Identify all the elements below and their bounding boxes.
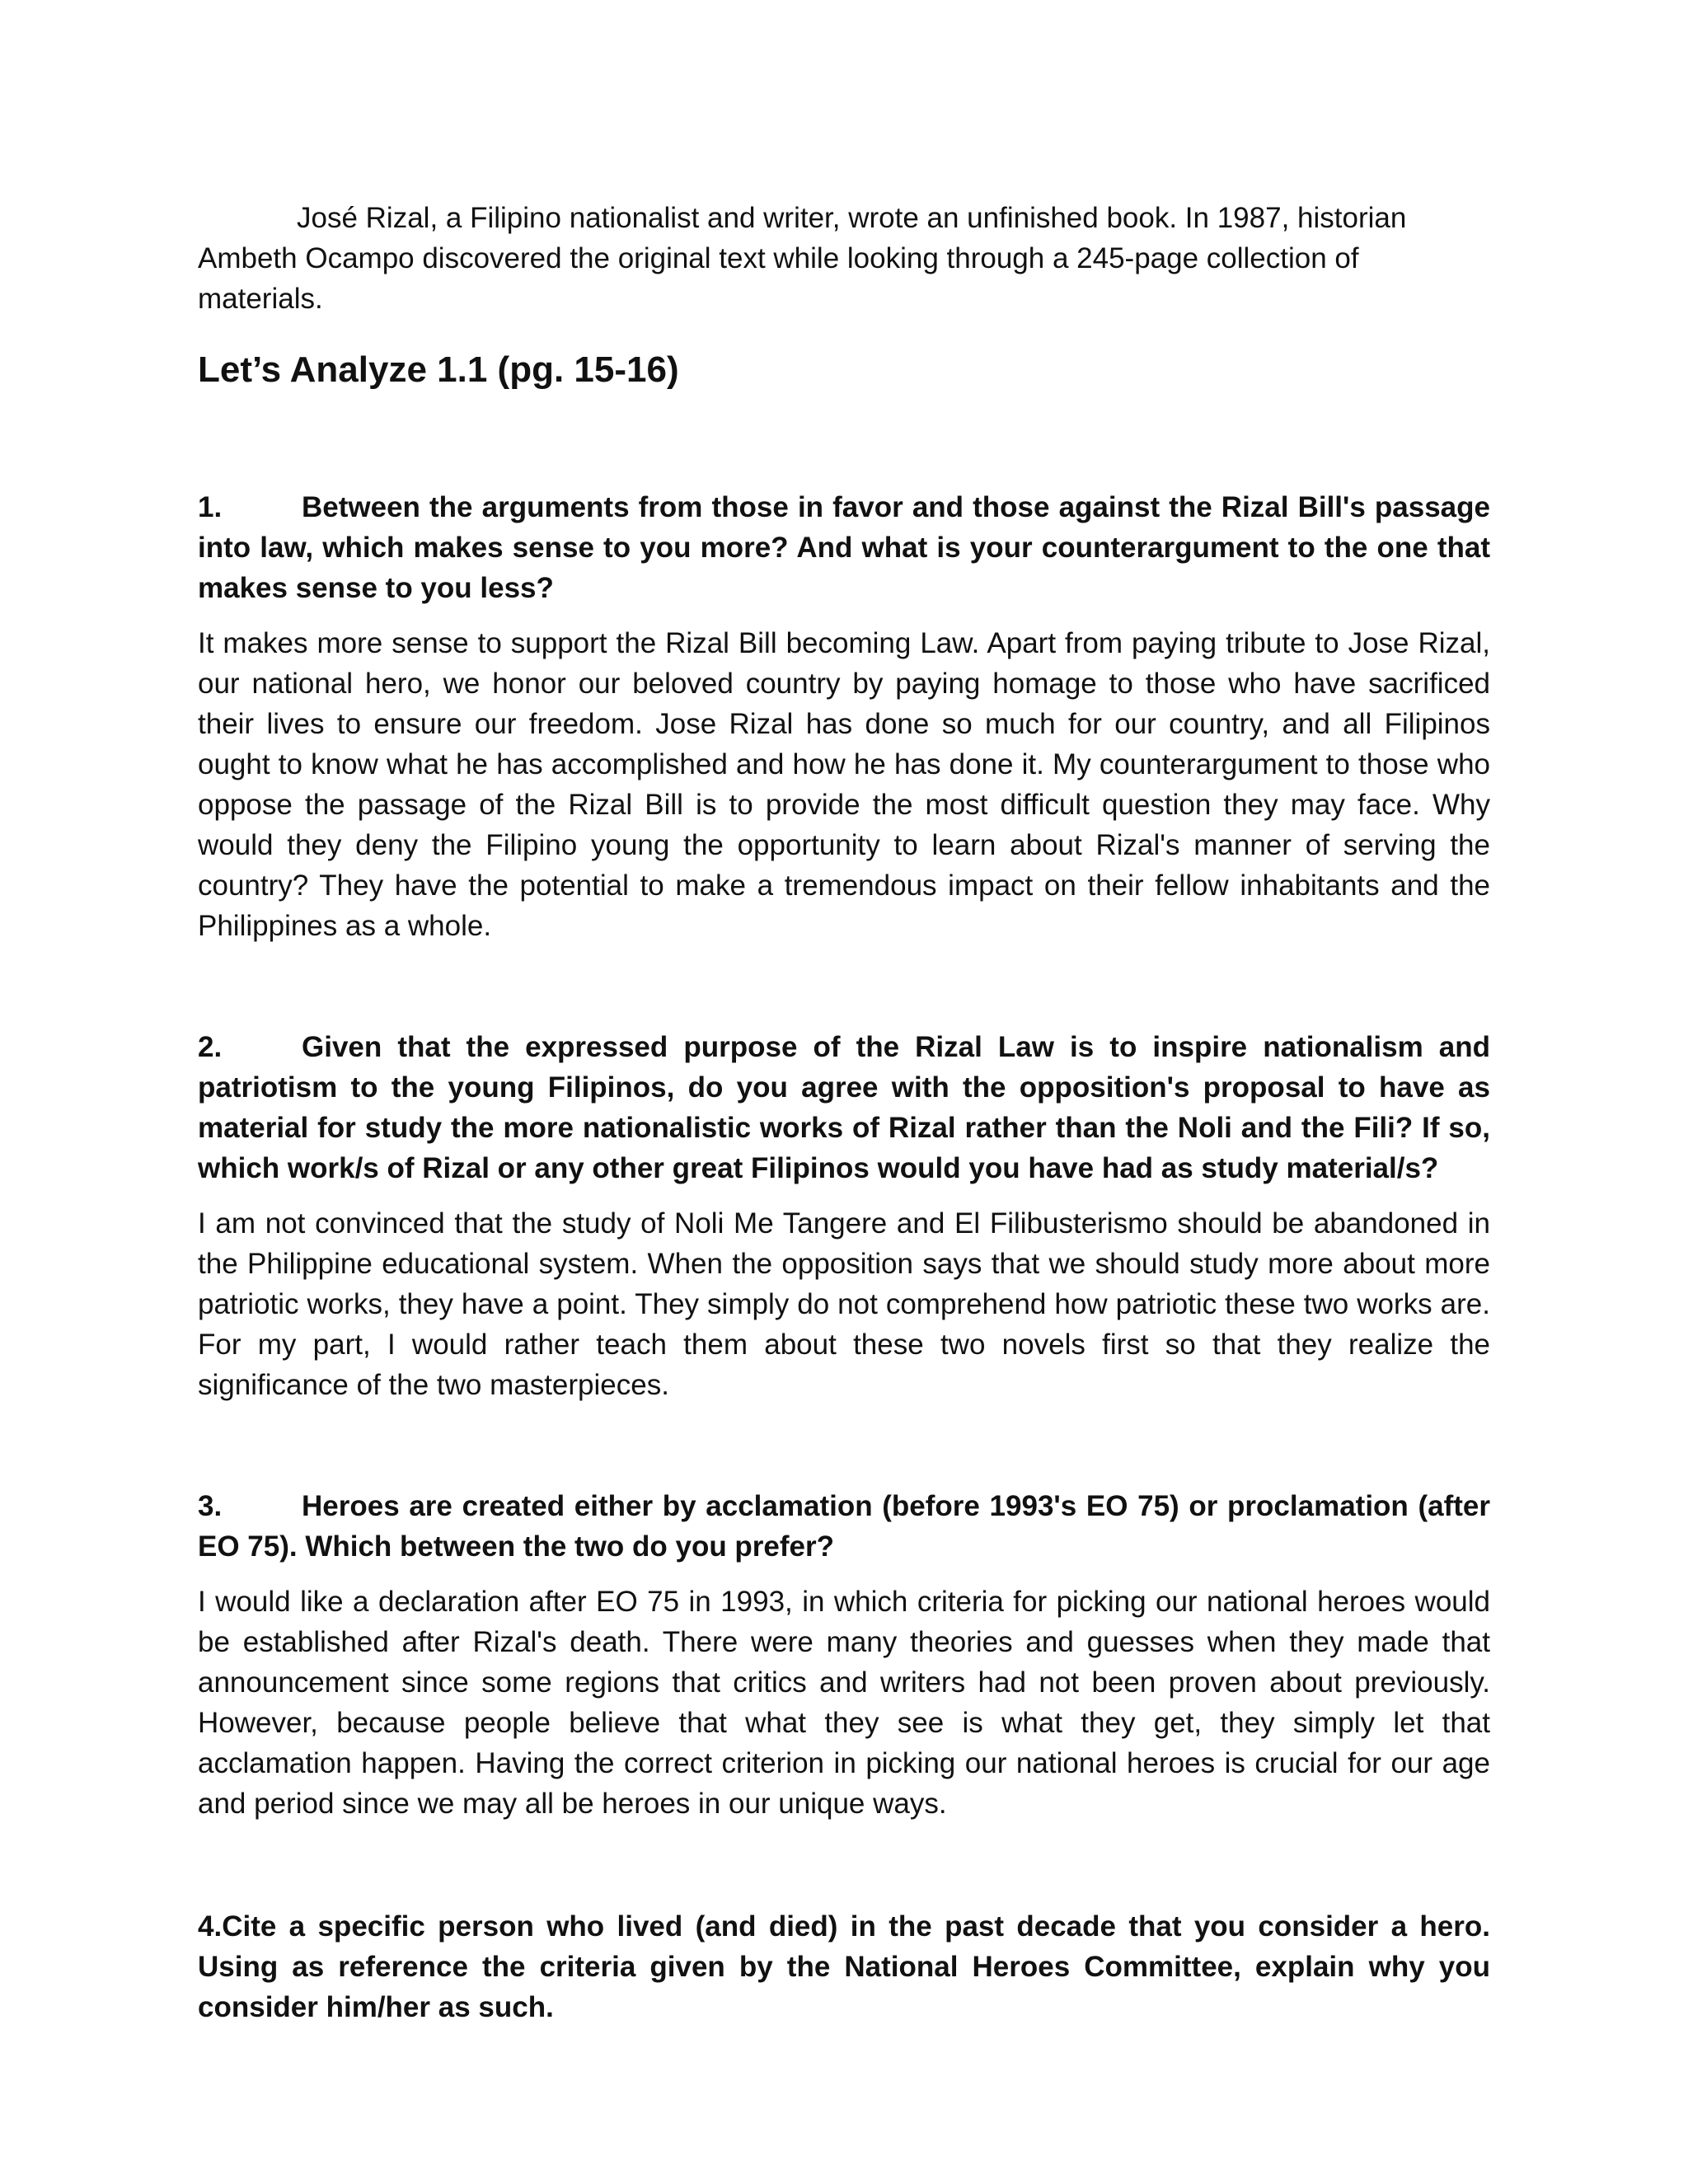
- intro-paragraph: José Rizal, a Filipino nationalist and writer, wrote an unfinished book. In 1987, historian Ambeth Ocampo discovered the original text while looking through a 245-page collection of materials.: [198, 202, 1407, 315]
- question-2-text: Given that the expressed purpose of the Rizal Law is to inspire nationalism and patriotism to the young Filipinos, do you agree with the opposition's proposal to have as material for study the more nationalistic works of Rizal rather than the Noli and the Fili? If so, which work/s of Rizal or any other great Filipinos would you have had as study material/s?: [198, 1031, 1490, 1184]
- question-1-text: Between the arguments from those in favor and those against the Rizal Bill's passage into law, which makes sense to you more? And what is your counterargument to the one that makes sense to you less?: [198, 491, 1490, 604]
- question-4-number: 4.: [198, 1910, 223, 1943]
- question-2-number: 2.: [198, 1031, 223, 1063]
- question-2: [198, 1027, 1490, 1188]
- question-1-number: 1.: [198, 491, 223, 523]
- question-4: [198, 1906, 1490, 2027]
- question-4-text: Cite a specific person who lived (and died) in the past decade that you consider a hero. Using as reference the criteria given by the National Heroes Committee, explain why you consider him/her as such.: [198, 1910, 1490, 2023]
- section-heading: Let’s Analyze 1.1 (pg. 15-16): [198, 349, 679, 390]
- question-1: [198, 487, 1490, 608]
- question-3-number: 3.: [198, 1490, 223, 1522]
- answer-1: It makes more sense to support the Rizal Bill becoming Law. Apart from paying tribute to Jose Rizal, our national hero, we honor our beloved country by paying homage to those who have sacrificed their lives to ensure our freedom. Jose Rizal has done so much for our country, and all Filipinos ought to know what he has accomplished and how he has done it. My counterargument to those who oppose the passage of the Rizal Bill is to provide the most difficult question they may face. Why would they deny the Filipino young the opportunity to learn about Rizal's manner of serving the country? They have the potential to make a tremendous impact on their fellow inhabitants and the Philippines as a whole.: [198, 627, 1490, 942]
- answer-3: I would like a declaration after EO 75 in 1993, in which criteria for picking our national heroes would be established after Rizal's death. There were many theories and guesses when they made that announcement since some regions that critics and writers had not been proven about previously. However, because people believe that what they see is what they get, they simply let that acclamation happen. Having the correct criterion in picking our national heroes is crucial for our age and period since we may all be heroes in our unique ways.: [198, 1586, 1490, 1820]
- document-page: [198, 198, 1490, 2027]
- question-3: [198, 1486, 1490, 1567]
- question-3-text: Heroes are created either by acclamation (before 1993's EO 75) or proclamation (after EO 75). Which between the two do you prefer?: [198, 1490, 1490, 1563]
- answer-2: I am not convinced that the study of Noli Me Tangere and El Filibusterismo should be abandoned in the Philippine educational system. When the opposition says that we should study more about more patriotic works, they have a point. They simply do not comprehend how patriotic these two works are. For my part, I would rather teach them about these two novels first so that they realize the significance of the two masterpieces.: [198, 1207, 1490, 1401]
